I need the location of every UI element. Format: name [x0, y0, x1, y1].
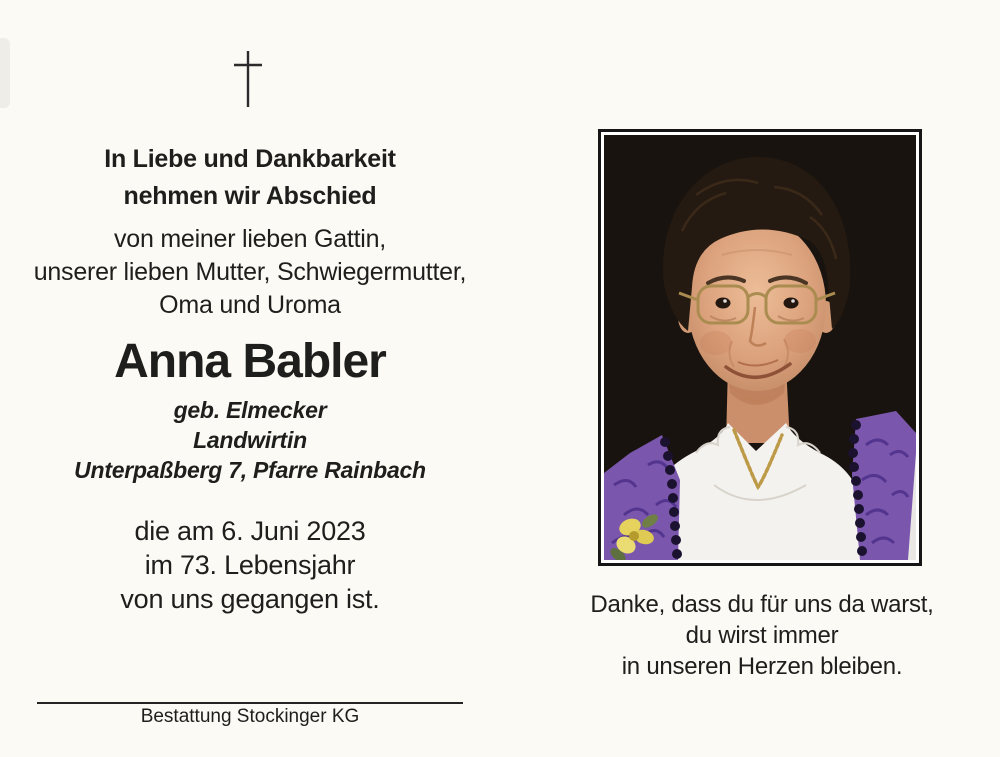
farewell-line-2: du wirst immer: [685, 622, 839, 649]
deceased-details: [20, 395, 480, 485]
relations-line-2: unserer lieben Mutter, Schwiegermutter,: [33, 258, 467, 286]
funeral-home: Bestattung Stockinger KG: [140, 706, 360, 727]
farewell-line-1: Danke, dass du für uns da warst,: [590, 591, 934, 618]
portrait-illustration: [604, 135, 916, 560]
intro-text: [20, 141, 480, 215]
farewell-text: [562, 589, 962, 682]
passing-line-3: von uns gegangen ist.: [120, 584, 380, 614]
relations-line-1: von meiner lieben Gattin,: [114, 225, 386, 253]
intro-line-1: In Liebe und Dankbarkeit: [104, 145, 396, 173]
passing-text: [20, 514, 480, 616]
passing-line-1: die am 6. Juni 2023: [134, 516, 366, 546]
residence: Unterpaßberg 7, Pfarre Rainbach: [74, 457, 426, 483]
footer-divider: [37, 702, 463, 704]
intro-line-2: nehmen wir Abschied: [123, 182, 377, 210]
cross-icon: [231, 48, 265, 110]
relations-text: [20, 223, 480, 322]
relations-line-3: Oma und Uroma: [159, 291, 341, 319]
occupation: Landwirtin: [193, 427, 307, 453]
birth-name: geb. Elmecker: [173, 397, 327, 423]
farewell-line-3: in unseren Herzen bleiben.: [621, 653, 903, 680]
scan-artifact: [0, 38, 10, 108]
passing-line-2: im 73. Lebensjahr: [144, 550, 356, 580]
deceased-name: Anna Babler: [114, 335, 386, 388]
portrait-photo: [598, 129, 922, 566]
